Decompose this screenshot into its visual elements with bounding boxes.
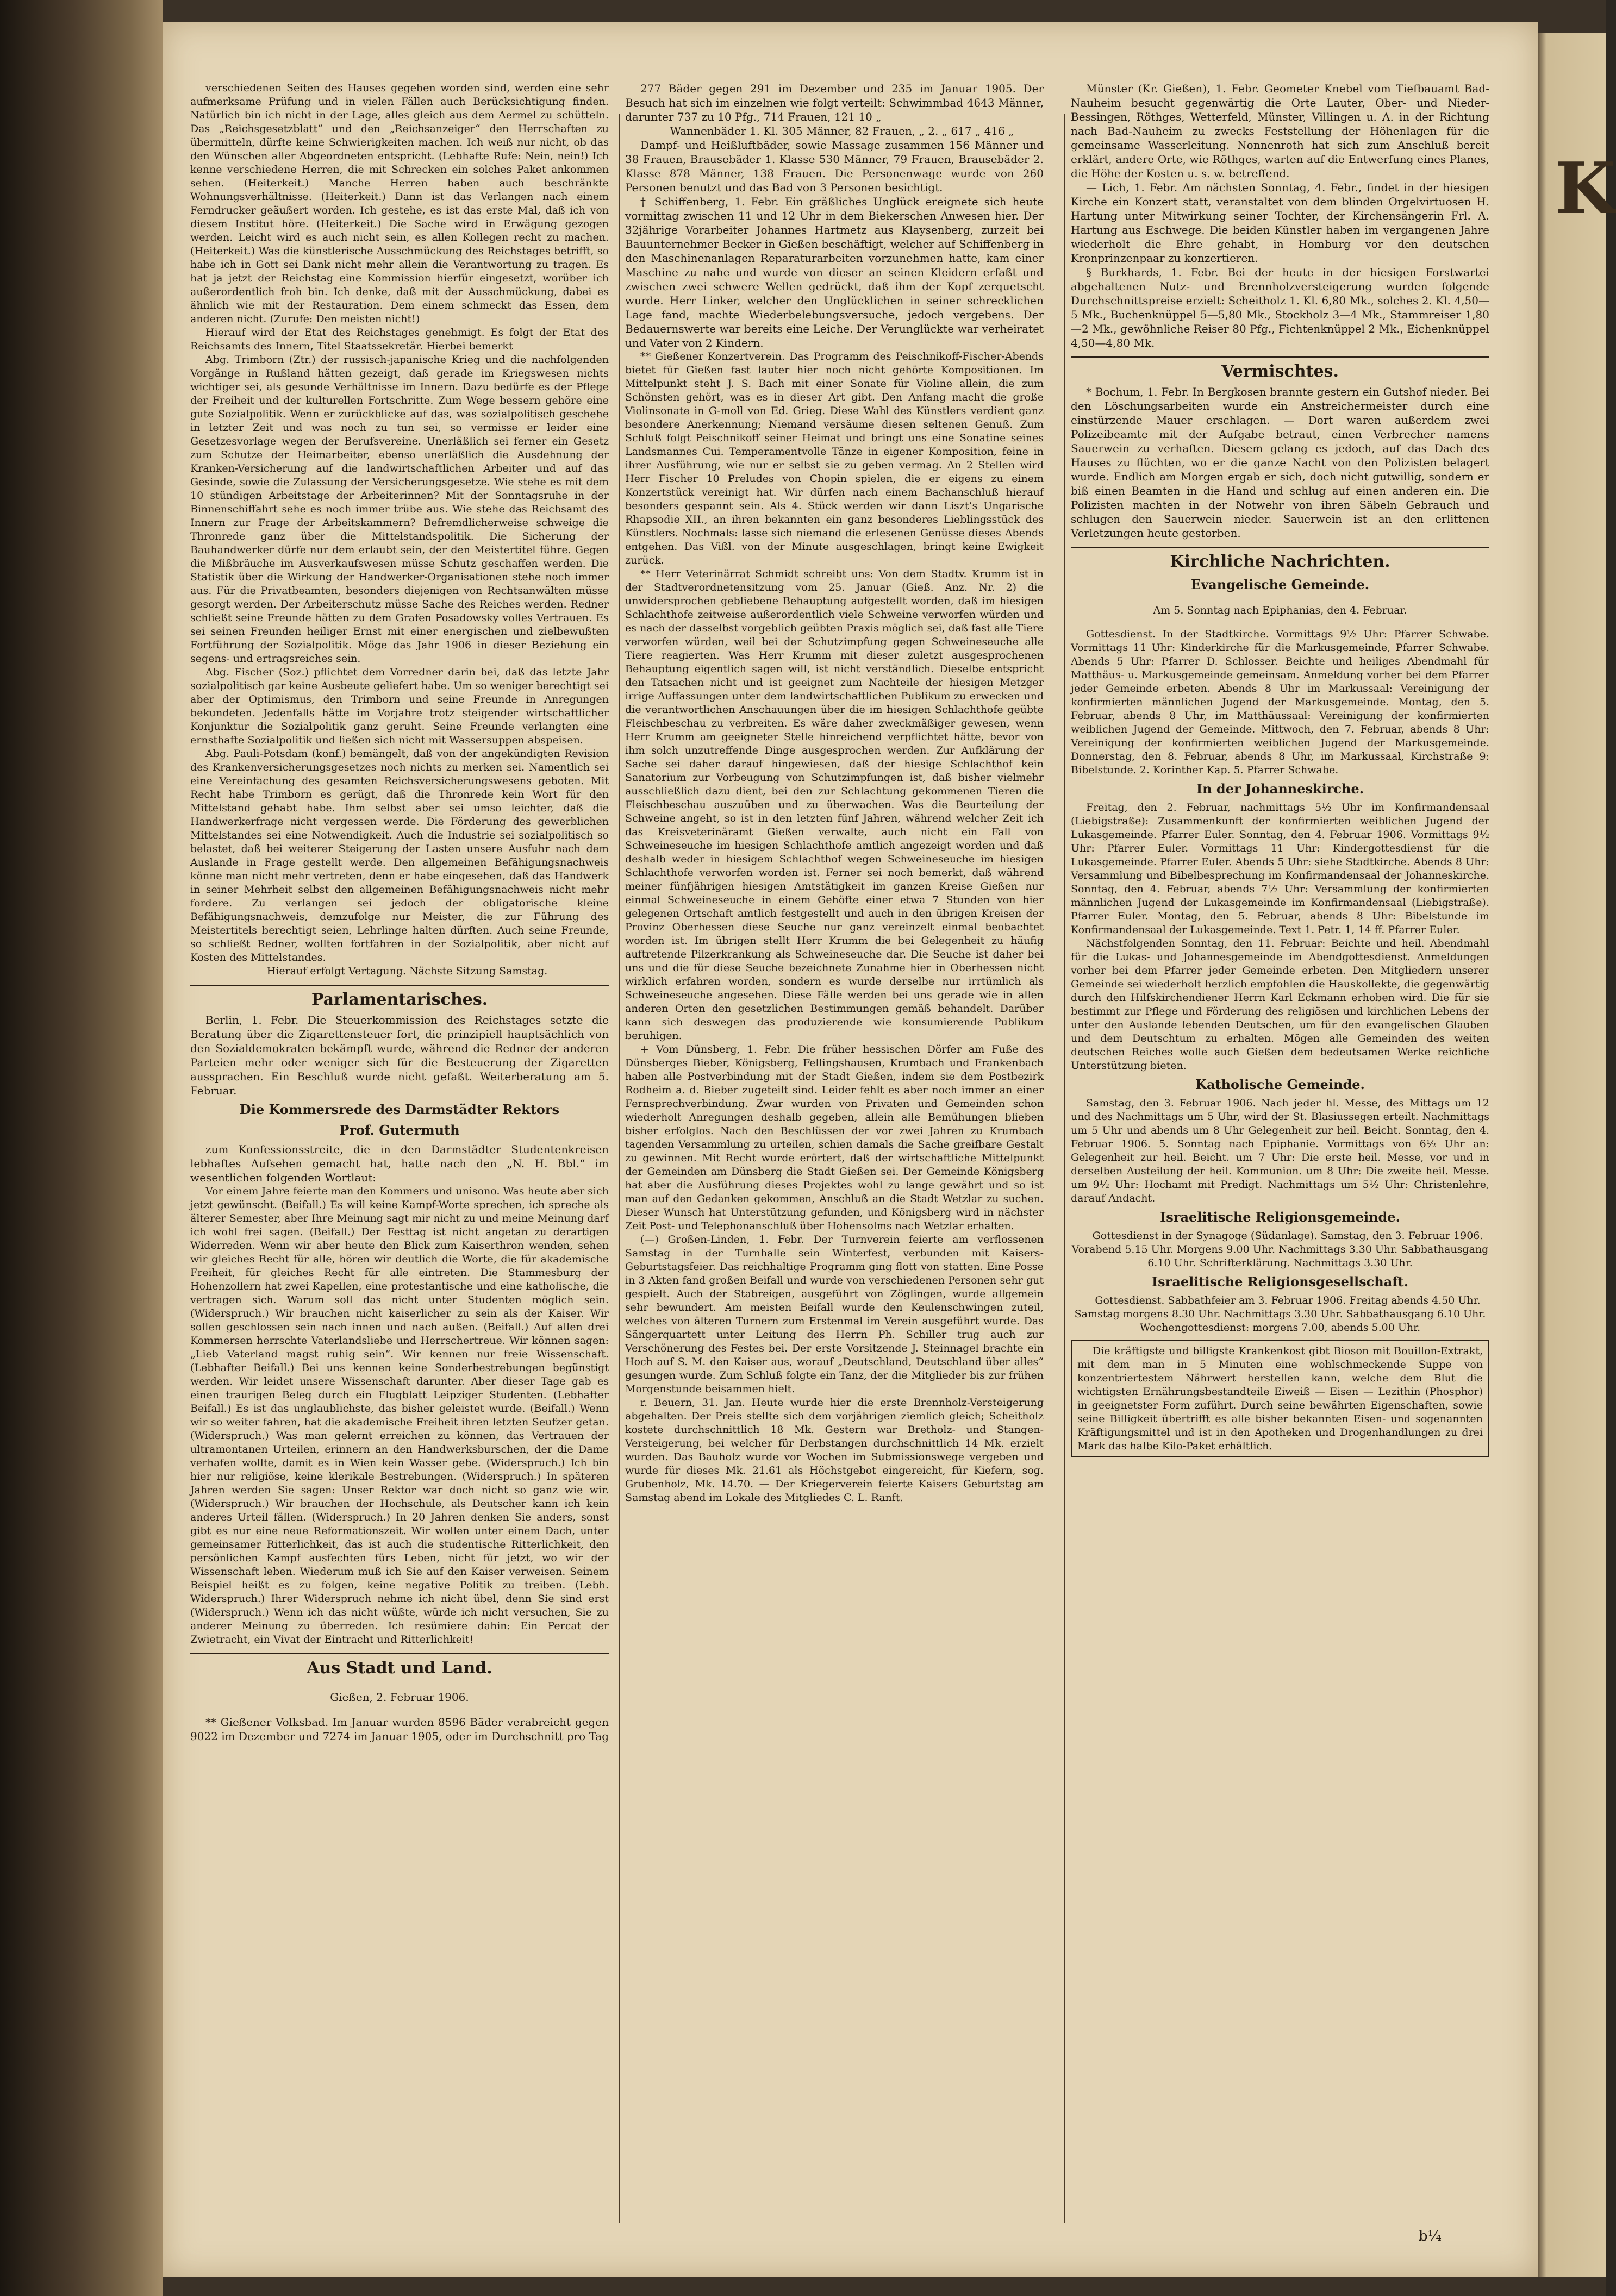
article-paragraph: (—) Großen-Linden, 1. Febr. Der Turnverein feierte am verflossenen Samstag in der Turnhalle sein Winterfest, verbunden mit Kaisers-Geburtstagsfeier. Das reichhaltige Programm ging flott von statten. Eine Posse in 3 Akten fand großen Beifall und wurde von verschiedenen Personen sehr gut gespielt. Auch der Stabreigen, ausgeführt von Zöglingen, wurde allgemein sehr bewundert. Am meisten Beifall wurde den Keulenschwingen zuteil, welches von älteren Turnern zum Erstenmal im Verein ausgeführt wurde. Das Sängerquartett unter Leitung des Herrn Ph. Schiller trug auch zur Verschönerung des Festes bei. Der erste Vorsitzende J. Steinnagel brachte ein Hoch auf S. M. den Kaiser aus, worauf „Deutschland, Deutschland über alles“ gesungen wurde. Zum Schluß folgte ein Tanz, der die Mitglieder bis zur frühen Morgenstunde beisammen hielt. bbox=[625, 1234, 1044, 1395]
article-paragraph: Abg. Pauli-Potsdam (konf.) bemängelt, daß von der angekündigten Revision des Krankenversicherungsgesetzes noch nichts zu merken sei. Namentlich sei eine Vereinfachung des gesamten Reichsversicherungswesens geboten. Mit Recht habe Trimborn es gerügt, daß die Thronrede kein Wort für den Mittelstand gehabt habe. Ihm selbst aber sei umso leichter, daß die Handwerkerfrage nicht vergessen werde. Die Förderung des gewerblichen Mittelstandes sei eine Notwendigkeit. Auch die Industrie sei sozialpolitisch so belastet, daß bei weiterer Steigerung der Lasten unsere Ausfuhr nach dem Auslande in Frage gestellt werde. Den allgemeinen Befähigungsnachweis könne man nicht mehr vertreten, denn er habe eingesehen, daß das Handwerk in seiner Mehrheit selbst den allgemeinen Befähigungsnachweis nicht mehr fordere. Zu verlangen sei jedoch der obligatorische kleine Befähigungsnachweis, demzufolge nur Meister, die zur Führung des Meistertitels berechtigt seien, Lehrlinge halten dürften. Auch seine Freunde, so schließt Redner, wollten fortfahren in der Sozialpolitik, aber nicht auf Kosten des Mittelstandes. bbox=[190, 748, 609, 964]
column-rule bbox=[619, 114, 620, 2223]
next-page-edge bbox=[1538, 33, 1616, 2277]
section-heading-vermischtes: Vermischtes. bbox=[1071, 356, 1489, 383]
subheading-israelitische-religionsgesellschaft: Israelitische Religionsgesellschaft. bbox=[1151, 1274, 1409, 1290]
advertisement-bioson: Die kräftigste und billigste Krankenkost gibt Bioson mit Bouillon-Extrakt, mit dem man in 5 Minuten eine wohlschmeckende Suppe von konzentriertestem Nährwert herstellen kann, welche dem Blut die wichtigsten Ernährungsbestandteile Eiweiß — Eisen — Lezithin (Phosphor) in geeignetster Form zuführt. Durch seine bewährten Eigenschaften, sowie seine Billigkeit übertrifft es alle bisher bekannten Eisen- und sogenannten Kräftigungsmittel und ist in den Apotheken und Drogenhandlungen zu drei Mark das halbe Kilo-Paket erhältlich. bbox=[1071, 1340, 1489, 1457]
article-paragraph: Hierauf wird der Etat des Reichstages genehmigt. Es folgt der Etat des Reichsamts des Innern, Titel Staatssekretär. Hierbei bemerkt bbox=[190, 327, 609, 352]
article-paragraph: 277 Bäder gegen 291 im Dezember und 235 im Januar 1905. Der Besuch hat sich im einzelnen wie folgt verteilt: Schwimmbad 4643 Männer, darunter 737 zu 10 Pfg., 714 Frauen, 121 10 „ bbox=[625, 82, 1044, 123]
article-paragraph: Vor einem Jahre feierte man den Kommers und unisono. Was heute aber sich jetzt gewünscht. (Beifall.) Es will keine Kampf-Worte sprechen, ich spreche als älterer Semester, aber Ihre Meinung sagt mir nicht zu und meine Meinung darf ich wohl frei sagen. (Beifall.) Der Festtag ist nicht angetan zu derartigen Widerreden. Wenn wir aber heute den Blick zum Kaiserthron wenden, sehen wir gleiches Recht für alle, hören wir deutlich die Worte, die für akademische Freiheit, für gleiches Recht für alle eintreten. Die Stammesburg der Hohenzollern hat zwei Kapellen, eine protestantische und eine katholische, die vertragen sich. Warum soll das nicht unter Studenten möglich sein. (Widerspruch.) Wir brauchen nicht kaiserlicher zu sein als der Kaiser. Wir sollen geschlossen sein nach innen und nach außen. (Beifall.) Auf allen drei Kommersen herrschte Vaterlandsliebe und Herrschertreue. Wir können sagen: „Lieb Vaterland magst ruhig sein“. Wir kennen nur freie Wissenschaft. (Lebhafter Beifall.) Bei uns kennen keine Sonderbestrebungen begünstigt werden. Wir leidet unsere Wissenschaft darunter. Aber dieser Tage gab es einen traurigen Beleg durch ein Flugblatt Leipziger Studenten. (Lebhafter Beifall.) Es ist das unglaublichste, das bisher geleistet wurde. (Beifall.) Wenn wir so weiter fahren, hat die akademische Freiheit ihren letzten Seufzer getan. (Widerspruch.) Was man gelernt erreichen zu können, das Vertrauen der ultramontanen Urteilen, erinnern an den Handwerksburschen, der die Dame verhafen wollte, damit es in Wien kein Wasser gebe. (Widerspruch.) Ich bin hier nur religiöse, keine klerikale Bestrebungen. (Widerspruch.) In späteren Jahren werden Sie sagen: Unser Rektor war doch nicht so ganz wie wir. (Widerspruch.) Wir brauchen der Hochschule, als Deutscher kann ich kein anderes Urteil fällen. (Widerspruch.) In 20 Jahren denken Sie anders, sonst gibt es nur eine neue Reformationszeit. Wir wollen unter einem Dach, unter gemeinsamer Ritterlichkeit, das ist auch die studentische Ritterlichkeit, den persönlichen Kampf ausfechten fürs Leben, nicht für jetzt, wo wir der Wissenschaft leben. Wiederum muß ich Sie auf den Kaiser verweisen. Seinem Beispiel heißt es zu folgen, keine negative Politik zu treiben. (Lebh. Widerspruch.) Ihrer Widerspruch nehme ich nicht übel, denn Sie sind erst (Widerspruch.) Wenn ich das nicht wüßte, würde ich nicht versuchen, Sie zu anderer Meinung zu überreden. Ich resümiere dahin: Ein Percat der Zwietracht, ein Vivat der Eintracht und Ritterlichkeit! bbox=[190, 1185, 609, 1646]
service-schedule: Gottesdienst. Sabbathfeier am 3. Februar 1906. Freitag abends 4.50 Uhr. Samstag morgens 8.30 Uhr. Nachmittags 3.30 Uhr. Sabbathausgang 6.10 Uhr. Wochengottesdienst: morgens 7.00, abends 5.00 Uhr. bbox=[1074, 1294, 1486, 1334]
service-date: Am 5. Sonntag nach Epiphanias, den 4. Februar. bbox=[1153, 604, 1407, 616]
book-spine bbox=[0, 0, 163, 2296]
article-paragraph: r. Beuern, 31. Jan. Heute wurde hier die erste Brennholz-Versteigerung abgehalten. Der Preis stellte sich dem vorjährigen ziemlich gleich; Scheitholz kostete durchschnittlich 18 Mk. Gestern war Bretholz- und Stangen-Versteigerung, bei welcher für Derbstangen durchschnittlich 14 Mk. erzielt wurden. Das Bauholz wurde vor Wochen im Submissionswege vergeben und wurde für dieses Mk. 21.61 als Höchstgebot eingereicht, für Kiefern, sog. Grubenholz, Mk. 14.70. — Der Kriegerverein feierte Kaisers Geburtstag am Samstag abend im Lokale des Mitgliedes C. L. Ranft. bbox=[625, 1397, 1044, 1504]
article-paragraph: Abg. Trimborn (Ztr.) der russisch-japanische Krieg und die nachfolgenden Vorgänge in Rußland hätten gezeigt, daß gerade im Kriegswesen nichts wichtiger sei, als gesunde Verhältnisse im Innern. Dazu bedürfe es der Pflege der Freiheit und der kulturellen Fortschritte. Zum Wege bessern gehöre eine gute Sozialpolitik. Wenn er zurückblicke auf das, was sozialpolitisch geschehe in letzter Zeit und was noch zu tun sei, so vermisse er leider eine Gesetzesvorlage wegen der Berufsvereine. Unerläßlich sei ferner ein Gesetz zum Schutze der Heimarbeiter, ebenso unerläßlich die Ausdehnung der Kranken-Versicherung auf die landwirtschaftlichen Arbeiter und auf das Gesinde, sowie die Zulassung der Versicherungsgesetze. Wie stehe es mit dem 10 stündigen Arbeitstage der Arbeiterinnen? Mit der Sonntagsruhe in der Binnenschiffahrt sehe es noch immer trübe aus. Wie stehe das Reichsamt des Innern zur Frage der Arbeitskammern? Befremdlicherweise schweige die Thronrede ganz über die Mittelstandspolitik. Die Sicherung der Bauhandwerker dürfe nur dem erlaubt sein, der den Meistertitel führe. Gegen die Mißbräuche im Ausverkaufswesen müsse Schutz geschaffen werden. Die Statistik über die Wirkung der Handwerker-Organisationen stehe noch immer aus. Für die Privatbeamten, besonders diejenigen von Rechtsanwälten müsse gesorgt werden. Der Arbeiterschutz müsse Sache des Reiches werden. Redner schließt seine Freunde hätten zu dem Grafen Posadowsky volles Vertrauen. Es sei seinen Freunden heiliger Ernst mit einer energischen und zielbewußten Fortführung der Sozialpolitik. Möge das Jahr 1906 in dieser Beziehung ein segens- und ertragsreiches sein. bbox=[190, 354, 609, 665]
column-rule bbox=[1064, 114, 1065, 2223]
article-paragraph: — Lich, 1. Febr. Am nächsten Sonntag, 4. Febr., findet in der hiesigen Kirche ein Konzert statt, veranstaltet von dem blinden Orgelvirtuosen H. Hartung unter Mitwirkung seiner Tochter, der Kirchensängerin Frl. A. Hartung aus Eschwege. Die beiden Künstler haben im vergangenen Jahre wiederholt die Ehre gehabt, in Homburg vor den deutschen Kronprinzenpaar zu konzertieren. bbox=[1071, 181, 1489, 265]
subheading-katholische-gemeinde: Katholische Gemeinde. bbox=[1195, 1077, 1365, 1092]
article-paragraph: zum Konfessionsstreite, die in den Darmstädter Studentenkreisen lebhaftes Aufsehen gemacht hat, hatte nach den „N. H. Bbl.“ im wesentlichen folgenden Wortlaut: bbox=[190, 1143, 609, 1184]
article-paragraph: Dampf- und Heißluftbäder, sowie Massage zusammen 156 Männer und 38 Frauen, Brausebäder 1. Klasse 530 Männer, 79 Frauen, Brausebäder 2. Klasse 878 Männer, 138 Frauen. Die Personenwage wurde von 260 Personen benutzt und das Bad von 3 Personen besichtigt. bbox=[625, 139, 1044, 194]
page-marker: b¼ bbox=[1419, 2228, 1442, 2244]
subheading-johanneskirche: In der Johanneskirche. bbox=[1196, 781, 1364, 797]
section-heading-stadt-und-land: Aus Stadt und Land. bbox=[190, 1653, 609, 1679]
article-paragraph: ** Gießener Konzertverein. Das Programm des Peischnikoff-Fischer-Abends bietet für Gießen fast lauter hier noch nicht gehörte Kompositionen. Im Mittelpunkt steht J. S. Bach mit einer Sonate für Violine allein, die zum Schönsten gehört, was es in dieser Art gibt. Den Anfang macht die große Violinsonate in G-moll von Ed. Grieg. Diese Wahl des Künstlers verdient ganz besondere Anerkennung; Niemand versäume diesen seltenen Genuß. Zum Schluß folgt Peischnikoff seiner Heimat und bringt uns eine Sonatine seines Landsmannes Cui. Temperamentvolle Tänze in eigener Komposition, feine in ihrer Ausführung, wie nur er selbst sie zu geben vermag. An 2 Stellen wird Herr Fischer 10 Preludes von Chopin spielen, die er eigens zu einem Konzertstück vereinigt hat. Wir dürfen nach einem Bachanschluß hierauf besonders gespannt sein. Als 4. Stück werden wir dann Liszt’s Ungarische Rhapsodie XII., an ihren bekannten ein ganz besonderes Lieblingsstück des Künstlers. Nochmals: lasse sich niemand die erlesenen Genüsse dieses Abends entgehen. Das Vißl. von der Minute ausgeschlagen, bringt keine Ewigkeit zurück. bbox=[625, 351, 1044, 566]
service-schedule: Gottesdienst. In der Stadtkirche. Vormittags 9½ Uhr: Pfarrer Schwabe. Vormittags 11 Uhr: Kinderkirche für die Markusgemeinde, Pfarrer Schwabe. Abends 5 Uhr: Pfarrer D. Schlosser. Beichte und heiliges Abendmahl für Matthäus- u. Markusgemeinde gemeinsam. Anmeldung vorher bei dem Pfarrer jeder Gemeinde erbeten. Abends 8 Uhr im Markussaal: Vereinigung der konfirmierten männlichen Jugend der Markusgemeinde. Montag, den 5. Februar, abends 8 Uhr, im Matthäussaal: Vereinigung der konfirmierten weiblichen Jugend der Gemeinde. Mittwoch, den 7. Februar, abends 8 Uhr: Vereinigung der konfirmierten weiblichen Jugend der Markusgemeinde. Donnerstag, den 8. Februar, abends 8 Uhr, im Markussaal, Kirchstraße 9: Bibelstunde. 2. Korinther Kap. 5. Pfarrer Schwabe. bbox=[1071, 628, 1489, 776]
service-schedule: Gottesdienst in der Synagoge (Südanlage). Samstag, den 3. Februar 1906. Vorabend 5.15 Uhr. Morgens 9.00 Uhr. Nachmittags 3.30 Uhr. Sabbathausgang 6.10 Uhr. Schrifterklärung. Nachmittags 3.30 Uhr. bbox=[1071, 1230, 1489, 1269]
article-paragraph: Hierauf erfolgt Vertagung. Nächste Sitzung Samstag. bbox=[266, 965, 548, 977]
article-paragraph: Nächstfolgenden Sonntag, den 11. Februar: Beichte und heil. Abendmahl für die Lukas- und Johannesgemeinde im Abendgottesdienst. Anmeldungen vorher bei dem Pfarrer jeder Gemeinde erbeten. Den Mitgliedern unserer Gemeinde sei wiederholt herzlich empfohlen die Hauskollekte, die gegenwärtig durch den Hilfskirchendiener Herrn Karl Eckmann erhoben wird. Die für sie bestimmt zur Pflege und Förderung des religiösen und kirchlichen Lebens der unter den Auslande lebenden Deutschen, um für den evangelischen Glauben und dem Deutschtum zu erhalten. Mögen alle Gemeinden des weiten deutschen Reiches wolle auch Gießen dem bedeutsamen Werke reichliche Unterstützung bieten. bbox=[1071, 937, 1489, 1072]
section-heading-kirchliche-nachrichten: Kirchliche Nachrichten. bbox=[1071, 547, 1489, 573]
section-heading-parlamentarisches: Parlamentarisches. bbox=[190, 985, 609, 1011]
next-page-fragment: K bbox=[1555, 147, 1616, 230]
column-1 bbox=[190, 82, 609, 2223]
article-heading: Prof. Gutermuth bbox=[339, 1122, 460, 1138]
article-paragraph: ** Herr Veterinärrat Schmidt schreibt uns: Von dem Stadtv. Krumm ist in der Stadtverordnetensitzung vom 25. Januar (Gieß. Anz. Nr. 2) die unwidersprochen gebliebene Behauptung aufgestellt worden, daß im hiesigen Schlachthofe zeitweise außerordentlich viele Schweine verworfen würden und es nach der dasselbst vorgeblich geübten Praxis möglich sei, daß fast alle Tiere verworfen würden, weil bei der Schutzimpfung gegen Schweineseuche alle Tiere reagierten. Was Herr Krumm mit dieser zuletzt ausgesprochenen Behauptung eigentlich sagen will, ist nicht verständlich. Dieselbe entspricht den Tatsachen nicht und ist geeignet zum Nachteile der hiesigen Metzger irrige Auffassungen unter dem landwirtschaftlichen Publikum zu erwecken und die verantwortlichen Anschauungen über die im hiesigen Schlachthofe geübte Fleischbeschau zu verbreiten. Es wäre daher zweckmäßiger gewesen, wenn Herr Krumm am geeigneter Stelle hinreichend verpflichtet hätte, bevor von ihm solch unzutreffende Dinge ausgesprochen werden. Zur Aufklärung der Sache sei daher darauf hingewiesen, daß der hiesige Schlachthof kein Sanatorium zur Vorbeugung von Schutzimpfungen ist, daß bisher vielmehr ausschließlich dazu dient, bei den zur Schlachtung gekommenen Tieren die Fleischbeschau auszuüben und zu überwachen. Was die Beurteilung der Schweine angeht, so ist in den letzten fünf Jahren, während welcher Zeit ich das Kreisveterinäramt Gießen verwalte, auch nicht ein Fall von Schweineseuche im hiesigen Schlachthofe amtlich angezeigt worden und daß deshalb weder in hiesigem Schlachthof wegen Schweineseuche im hiesigen Schlachthofe verworfen worden ist. Ferner sei noch bemerkt, daß während meiner fünfjährigen hiesigen Amtstätigkeit im ganzen Kreise Gießen nur einmal Schweineseuche in einem Gehöfte einer etwa 7 Stunden von hier gelegenen Ortschaft amtlich festgestellt und auch in den übrigen Kreisen der Provinz Oberhessen diese Seuche nur ganz vereinzelt einmal beobachtet worden ist. Im übrigen stellt Herr Krumm die bei Gelegenheit zu häufig auftretende Pilzerkrankung als Schweineseuche dar. Die Seuche ist daher bei uns und die für diese Seuche bezeichnete Zunahme hier in Oberhessen nicht wirklich erfahren worden, sondern es wurde derselbe nur irrtümlich als Schweineseuche angesehen. Diese Fälle werden bei uns gerade wie in allen anderen Orten den gesetzlichen Bestimmungen gemäß behandelt. Darüber kann sich deswegen das produzierende wie konsumierende Publikum beruhigen. bbox=[625, 568, 1044, 1042]
service-schedule: Samstag, den 3. Februar 1906. Nach jeder hl. Messe, des Mittags um 12 und des Nachmittags um 5 Uhr, wird der St. Blasiussegen erteilt. Nachmittags um 5 Uhr und abends um 8 Uhr Gelegenheit zur heil. Beicht. Sonntag, den 4. Februar 1906. 5. Sonntag nach Epiphanie. Vormittags von 6½ Uhr an: Gelegenheit zur heil. Beicht. um 7 Uhr: Die erste heil. Messe, vor und in derselben Austeilung der heil. Kommunion. um 8 Uhr: Die zweite heil. Messe. um 9½ Uhr: Hochamt mit Predigt. Nachmittags um 5½ Uhr: Christenlehre, darauf Andacht. bbox=[1071, 1097, 1489, 1204]
article-paragraph: + Vom Dünsberg, 1. Febr. Die früher hessischen Dörfer am Fuße des Dünsberges Bieber, Königsberg, Fellingshausen, Krumbach und Frankenbach haben alle Postverbindung mit der Stadt Gießen, indem sie dem Postbezirk Rodheim a. d. Bieber zugeteilt sind. Leider fehlt es aber noch immer an einer Fernsprechverbindung. Zwar wurden von Privaten und Gemeinden schon wiederholt Anregungen deshalb gegeben, allein alle Bemühungen blieben bisher erfolglos. Nach den Beschlüssen der vor zwei Jahren zu Krumbach tagenden Versammlung zu urteilen, schien damals die Sache greifbare Gestalt zu gewinnen. Mit Recht wurde erörtert, daß der wirtschaftliche Mittelpunkt der Gemeinden am Dünsberg die Stadt Gießen sei. Der Gemeinde Königsberg hat aber die Ausführung dieses Projektes wohl zu lange gewährt und so ist man auf den Gedanken gekommen, Anschluß an die Stadt Wetzlar zu suchen. Dieser Wunsch hat Unterstützung gefunden, und Königsberg wird in nächster Zeit Post- und Telephonanschluß über Hohensolms nach Wetzlar erhalten. bbox=[625, 1043, 1044, 1232]
article-paragraph: ** Gießener Volksbad. Im Januar wurden 8596 Bäder verabreicht gegen 9022 im Dezember und 7274 im Januar 1905, oder im Durchschnitt pro Tag bbox=[190, 1716, 609, 1743]
article-paragraph: Münster (Kr. Gießen), 1. Febr. Geometer Knebel vom Tiefbauamt Bad-Nauheim besucht gegenwärtig die Orte Lauter, Ober- und Nieder-Bessingen, Röthges, Wetterfeld, Münster, Villingen u. A. in der Richtung nach Bad-Nauheim zu zwecks Feststellung der Höhenlagen für die gemeinsame Wasserleitung. Nonnenroth hat sich zum Anschluß bereit erklärt, andere Orte, wie Röthges, warten auf die Entwerfung eines Planes, die Höhe der Kosten u. s. w. betreffend. bbox=[1071, 82, 1489, 180]
dateline: Gießen, 2. Februar 1906. bbox=[330, 1691, 469, 1704]
article-paragraph: Abg. Fischer (Soz.) pflichtet dem Vorredner darin bei, daß das letzte Jahr sozialpolitisch gar keine Ausbeute geliefert habe. Um so weniger berechtigt sei aber der Optimismus, den Trimborn und seine Freunde in Anregungen bekundeten. Jedenfalls hätte im Vorjahre trotz steigender wirtschaftlicher Konjunktur die Sozialpolitik ganz geruht. Seine Freunde verlangten eine ernsthafte Sozialpolitik und ließen sich nicht mit Wassersuppen abspeisen. bbox=[190, 666, 609, 746]
column-3 bbox=[1071, 82, 1489, 2223]
service-schedule: Freitag, den 2. Februar, nachmittags 5½ Uhr im Konfirmandensaal (Liebigstraße): Zusammenkunft der konfirmierten weiblichen Jugend der Lukasgemeinde. Pfarrer Euler. Sonntag, den 4. Februar 1906. Vormittags 9½ Uhr: Pfarrer Euler. Vormittags 11 Uhr: Kindergottesdienst für die Lukasgemeinde. Pfarrer Euler. Abends 5 Uhr: siehe Stadtkirche. Abends 8 Uhr: Versammlung und Bibelbesprechung im Konfirmandensaal der Johanneskirche. Sonntag, den 4. Februar, abends 7½ Uhr: Versammlung der konfirmierten männlichen Jugend der Lukasgemeinde im Konfirmandensaal (Liebigstraße). Pfarrer Euler. Montag, den 5. Februar, abends 8 Uhr: Bibelstunde im Konfirmandensaal der Lukasgemeinde. Text 1. Petr. 1, 14 ff. Pfarrer Euler. bbox=[1071, 802, 1489, 936]
article-paragraph: † Schiffenberg, 1. Febr. Ein gräßliches Unglück ereignete sich heute vormittag zwischen 11 und 12 Uhr in dem Biekerschen Anwesen hier. Der 32jährige Vorarbeiter Johannes Hartmetz aus Klaysenberg, zurzeit bei Bauunternehmer Becker in Gießen beschäftigt, welcher auf Schiffenberg in den Maschinenanlagen Reparaturarbeiten vorzunehmen hatte, kam einer Maschine zu nahe und wurde von dieser an seinen Kleidern erfaßt und zwischen zwei schwere Wellen gedrückt, daß ihm der Kopf zerquetscht wurde. Herr Linker, welcher den Unglücklichen in seiner schrecklichen Lage fand, machte Wiederbelebungsversuche, jedoch vergebens. Der Bedauernswerte war bereits eine Leiche. Der Verunglückte war verheiratet und Vater von 2 Kindern. bbox=[625, 195, 1044, 349]
article-paragraph: § Burkhards, 1. Febr. Bei der heute in der hiesigen Forstwartei abgehaltenen Nutz- und Brennholzversteigerung wurden folgende Durchschnittspreise erzielt: Scheitholz 1. Kl. 6,80 Mk., solches 2. Kl. 4,50—5 Mk., Buchenknüppel 5—5,80 Mk., Stockholz 3—4 Mk., Stammreiser 1,80—2 Mk., gewöhnliche Reiser 80 Pfg., Fichtenknüppel 2 Mk., Eichenknüppel 4,50—4,80 Mk. bbox=[1071, 266, 1489, 349]
subheading-israelitische-religionsgemeinde: Israelitische Religionsgemeinde. bbox=[1160, 1209, 1400, 1225]
column-2 bbox=[625, 82, 1044, 2223]
article-paragraph: * Bochum, 1. Febr. In Bergkosen brannte gestern ein Gutshof nieder. Bei den Löschungsarbeiten wurde ein Anstreichermeister durch eine einstürzende Mauer erschlagen. — Dort waren außerdem zwei Polizeibeamte mit der Aufgabe betraut, einen Verbrecher namens Sauerwein zu verhaften. Diesem gelang es jedoch, auf das Dach des Hauses zu flüchten, wo er die ganze Nacht von den Polizisten belagert wurde. Endlich am Morgen ergab er sich, doch nicht gutwillig, sondern er biß einen Beamten in die Hand und schlug auf einen anderen ein. Die Polizisten machten in der Notwehr von ihren Säbeln Gebrauch und schlugen den Sauerwein nieder. Sauerwein ist an den erlittenen Verletzungen heute gestorben. bbox=[1071, 385, 1489, 540]
reichstag-speech-end: verschiedenen Seiten des Hauses gegeben worden sind, werden eine sehr aufmerksame Prüfung und in vielen Fällen auch Berücksichtigung finden. Natürlich bin ich nicht in der Lage, alles gleich aus dem Aermel zu schütteln. Das „Reichsgesetzblatt“ und den „Reichsanzeiger“ den Herrschaften zu übermitteln, dürfte keine Schwierigkeiten machen. Ich weiß nur nicht, ob das den Wünschen aller Abgeordneten entspricht. (Lebhafte Rufe: Nein, nein!) Ich kenne verschiedene Herren, die mit Schrecken ein solches Paket ankommen sehen. (Heiterkeit.) Manche Herren haben auch beschränkte Wohnungsverhältnisse. (Heiterkeit.) Dann ist das Verlangen nach einem Ferndrucker geäußert worden. Ich gestehe, es ist das erste Mal, daß ich von diesem Institut höre. (Heiterkeit.) Die Sache wird in Erwägung gezogen werden. Leicht wird es auch nicht sein, es allen Kollegen recht zu machen. (Heiterkeit.) Was die künstlerische Ausschmückung des Reichstages betrifft, so habe ich in Gott sei Dank nicht mehr allein die Verantwortung zu tragen. Es hat ja jetzt der Reichstag eine Kommission hierfür eingesetzt, worüber ich außerordentlich froh bin. Ich denke, daß mit der Ausschmückung, dabei es ähnlich wie mit der Restauration. Dem einem schmeckt das Essen, dem anderen nicht. (Zurufe: Den meisten nicht!) bbox=[190, 82, 609, 325]
bath-statistics: Wannenbäder 1. Kl. 305 Männer, 82 Frauen, „ 2. „ 617 „ 416 „ bbox=[670, 124, 1014, 137]
article-paragraph: Berlin, 1. Febr. Die Steuerkommission des Reichstages setzte die Beratung über die Zigarettensteuer fort, die prinzipiell hauptsächlich von den Sozialdemokraten bekämpft wurde, während die Redner der anderen Parteien mehr oder weniger sich für die Besteuerung der Zigaretten aussprachen. Ein Beschluß wurde nicht gefaßt. Weiterberatung am 5. Februar. bbox=[190, 1014, 609, 1097]
subheading-evangelische-gemeinde: Evangelische Gemeinde. bbox=[1190, 577, 1370, 592]
article-heading: Die Kommersrede des Darmstädter Rektors bbox=[239, 1102, 560, 1117]
